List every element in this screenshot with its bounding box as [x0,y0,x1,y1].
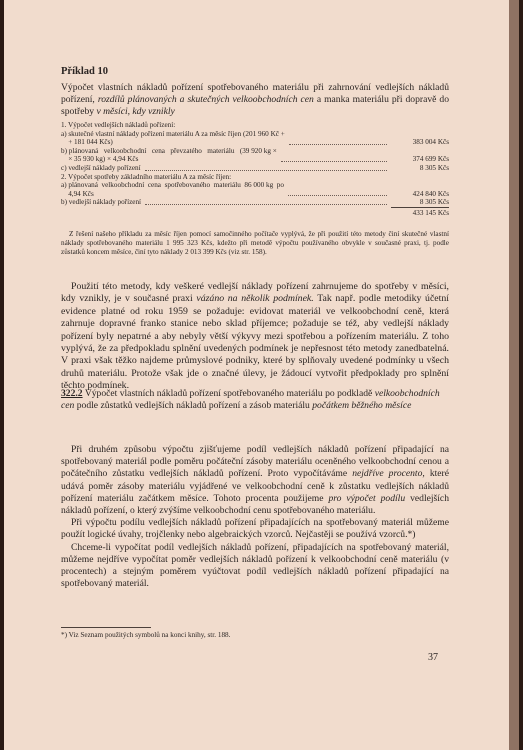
calc-row-label: b) vedlejší náklady pořízení [61,198,142,207]
book-cover-edge [509,0,519,750]
footnote: *) Viz Seznam použitých symbolů na konci knihy, str. 188. [61,631,231,639]
calc-row-amount: 374 699 Kčs [412,155,449,164]
calc-row [61,164,449,173]
dot-leader [289,143,387,145]
calc-title-1: 1. Výpočet vedlejších nákladů pořízení: [61,121,176,129]
paragraph-text-2: Tak např. podle metodiky účetní evidence platné od roku 1959 se požaduje: evidovat materiál ve velkoobchodní ceně, která zahrnuje dopravné franko stanice nebo sklad příjemce; požaduje se též, aby vedlejší náklady pořízení byly nepatrné a aby nebyly větší výkyvy mezi spotřebou a pořízením materiálu. Z toho vyplývá, že za předpokladu splnění uvedených podmínek je nepřesnost této metody zanedbatelná. V praxi však těžko najdeme průmyslové podniky, které by splňovaly uvedené podmínky u všech druhů materiálu. Protože však jde o značné úlevy, je žádoucí vytvořit předpoklady pro splnění těchto podmínek. [61,293,449,392]
intro-emphasis-2: v měsíci, kdy vznikly [96,106,175,118]
paragraph-text: Při druhém způsobu výpočtu zjišťujeme podíl vedlejších nákladů pořízení připadající na spotřebovaný materiál podle poměru počáteční zásoby materiálu oceněného velkoobchodní cenou a počátečního zůstatku vedlejších nákladů pořízení. Proto vypočítáváme [61,444,449,480]
calc-title-2: 2. Výpočet spotřeby základního materiálu A za měsíc říjen: [61,172,232,181]
section-body [61,444,449,590]
dot-leader [288,194,387,196]
section-emphasis: velkoobchodních cen [61,388,440,412]
paragraph-emphasis: nejdříve procento [352,468,423,480]
paragraph [61,444,449,517]
paragraph-text: Použití této metody, kdy veškeré vedlejší náklady pořízení zahrnujeme do spotřeby v měsíci, kdy vznikly, je v současné praxi [61,281,449,305]
paragraph-emphasis: pro výpočet podílu [328,492,406,504]
footnote-rule [61,627,151,628]
paragraph-text: vedlejších nákladů pořízení, o který zvýšíme velkoobchodní cenu spotřebovaného materiálu. [61,492,449,517]
calc-row [61,181,449,198]
calc-row [61,130,449,147]
example-intro [61,82,449,119]
calculation-block [61,121,449,218]
calc-row-label: a) skutečné vlastní náklady pořízení materiálu A za měsíc říjen (201 960 Kč + + 181 044 Kčs) [61,129,285,147]
intro-text-2: a manka materiálu při dopravě do spotřeby [61,94,449,118]
calc-row-amount: 424 840 Kčs [412,189,449,198]
section-heading [61,388,449,412]
dot-leader [145,203,387,205]
calc-note: Z řešení našeho příkladu za měsíc říjen pomocí samočinného počítače vyplývá, že při použití této metody činí skutečné vlastní náklady spotřebovaného materiálu 1 995 323 Kčs, kdežto při metodě výpočtu používaného obvykle v současné praxi, tj. podle zůstatků koncem měsíce, činí tyto náklady 2 013 399 Kčs (viz str. 158). [61,230,449,256]
section-emphasis-2: počátkem běžného měsíce [312,400,412,412]
calc-row-label: b) plánovaná velkoobchodní cena převzatého materiálu (39 920 kg × × 35 930 kg) × 4,94 Kčs [61,146,277,164]
calc-total: 433 145 Kčs [391,207,449,218]
page-number: 37 [428,652,438,663]
paragraph: Při výpočtu podílu vedlejších nákladů pořízení připadajících na spotřebovaný materiál můžeme použít logické úvahy, trojčlenky nebo algebraických vzorců. Nejčastěji se používá vzorců.*) [61,517,449,541]
book-page [4,0,519,750]
dot-leader [281,160,387,162]
calc-row-amount: 8 305 Kčs [419,198,449,207]
calc-row-label: a) plánovaná velkoobchodní cena spotřebovaného materiálu 86 000 kg po 4,94 Kčs [61,181,284,198]
calc-row [61,147,449,164]
paragraph: Chceme-li vypočítat podíl vedlejších nákladů pořízení, připadajících na spotřebovaný materiál, můžeme nejdříve vypočítat poměr vedlejších nákladů pořízení k velkoobchodní ceně materiálu (v procentech) a stejným poměrem vyúčtovat podíl vedlejších nákladů pořízení připadající na spotřebovaný materiál. [61,541,449,590]
section-number: 322.2 [61,388,83,399]
dot-leader [145,169,387,171]
paragraph-emphasis: vázáno na několik podmínek. [196,293,314,305]
example-heading: Příklad 10 [61,66,108,77]
section-text-2: podle zůstatků vedlejších nákladů pořízení a zásob materiálu [74,400,313,412]
calc-row [61,198,449,207]
calc-row-amount: 383 004 Kčs [412,138,449,147]
calc-row-label: c) vedlejší náklady pořízení [61,163,141,172]
intro-text: Výpočet vlastních nákladů pořízení spotřebovaného materiálu při zahrnování vedlejších nákladů pořízení, [61,82,449,106]
section-text: Výpočet vlastních nákladů pořízení spotřebovaného materiálu po podkladě [82,388,375,399]
intro-emphasis: rozdílů plánovaných a skutečných velkoobchodních cen [97,94,314,106]
paragraph-conditions [61,281,449,393]
paragraph-text: , které udává poměr zásoby materiálu vyjádřené ve velkoobchodní ceně k zůstatku vedlejších nákladů pořízení materiálu začátkem měsíce. Tohoto procenta použijeme [61,468,449,504]
calc-row-amount: 8 305 Kčs [419,163,449,172]
